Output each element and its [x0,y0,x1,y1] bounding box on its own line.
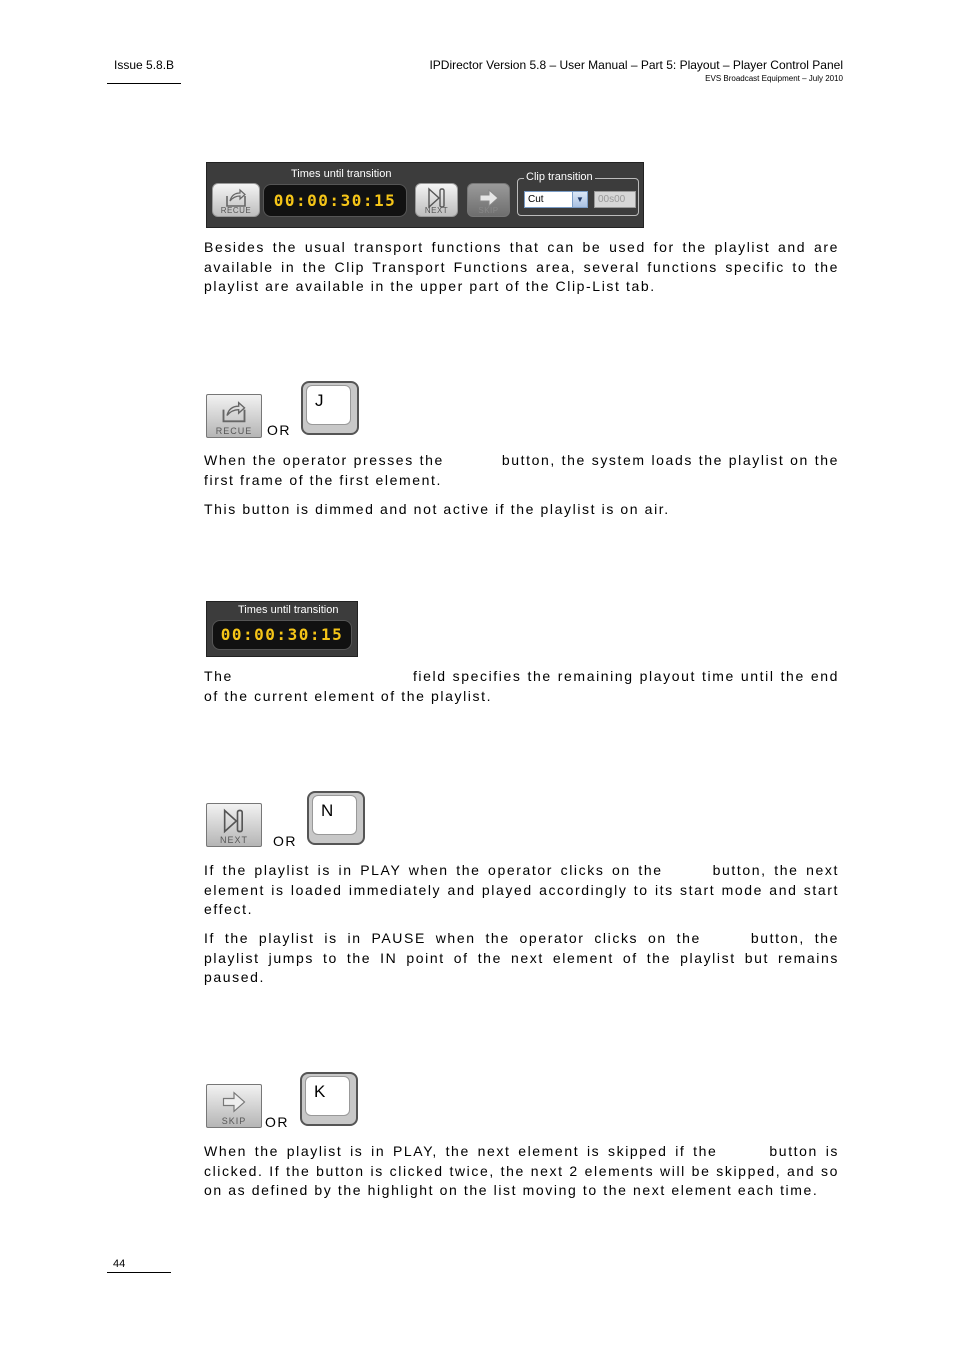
recue-paragraph-2: This button is dimmed and not active if the playlist is on air. [204,501,670,517]
skip-button-large [206,1084,262,1128]
timecode-display: 00:00:30:15 [212,620,352,650]
page-number: 44 [113,1258,126,1270]
key-letter: J [315,391,324,410]
playlist-toolbar [206,162,644,228]
next-icon [220,808,248,834]
key-letter: K [314,1082,326,1101]
issue-label: Issue 5.8.B [114,58,175,72]
chevron-down-icon[interactable]: ▼ [572,192,587,207]
recue-button-label: RECUE [220,206,252,215]
or-label: OR [267,422,291,438]
times-until-transition-label: Times until transition [238,604,339,616]
next-button-label: NEXT [219,835,248,845]
times-paragraph: The field specifies the remaining playout time until the end of the current element of the playlist. [204,668,839,704]
or-label: OR [273,833,297,849]
clip-transition-group [517,171,639,216]
document-title: IPDirector Version 5.8 – User Manual – Part 5: Playout – Player Control Panel [429,58,843,72]
clip-transition-label: Clip transition [526,171,593,183]
recue-button[interactable] [212,183,260,217]
footer-rule [107,1272,171,1273]
recue-icon [220,399,248,425]
timecode-display: 00:00:30:15 [263,184,407,217]
next-button-label: NEXT [424,206,449,215]
or-label: OR [265,1114,289,1130]
clip-transition-select[interactable] [524,191,588,208]
keyboard-key-k [300,1072,358,1126]
next-paragraph-1: If the playlist is in PLAY when the operator clicks on the button, the next element is loaded immediately and played accordingly to its start mode and start effect. [204,862,839,917]
header-rule [107,83,181,84]
clip-transition-value: Cut [528,194,544,205]
skip-button-label: SKIP [221,1116,247,1126]
times-until-transition-panel [206,601,358,657]
skip-button-label: SKIP [478,206,499,215]
recue-paragraph-1: When the operator presses the button, the system loads the playlist on the first frame of the first element. [204,452,840,488]
clip-duration-field: 00s00 [594,191,636,208]
key-letter: N [321,801,334,820]
skip-button[interactable] [467,183,510,217]
recue-button-label: RECUE [215,426,253,436]
next-button-large [206,803,262,847]
skip-paragraph: When the playlist is in PLAY, the next element is skipped if the button is clicked. If the button is clicked twice, the next 2 elements will be skipped, and so on as defined by the highlight on the list moving to the next element each time. [204,1143,840,1198]
next-paragraph-2: If the playlist is in PAUSE when the operator clicks on the button, the playlist jumps to the IN point of the next element of the playlist but remains paused. [204,930,840,985]
next-button[interactable] [415,183,458,217]
recue-button-large [206,394,262,438]
keyboard-key-j [301,381,359,435]
skip-arrow-icon [220,1089,248,1115]
document-subtitle: EVS Broadcast Equipment – July 2010 [705,74,843,83]
times-until-transition-label: Times until transition [291,168,392,180]
keyboard-key-n [307,791,365,845]
intro-paragraph: Besides the usual transport functions that can be used for the playlist and are available in the Clip Transport Functions area, several functions specific to the playlist are available in the upper part of the Clip-List tab. [204,239,839,294]
